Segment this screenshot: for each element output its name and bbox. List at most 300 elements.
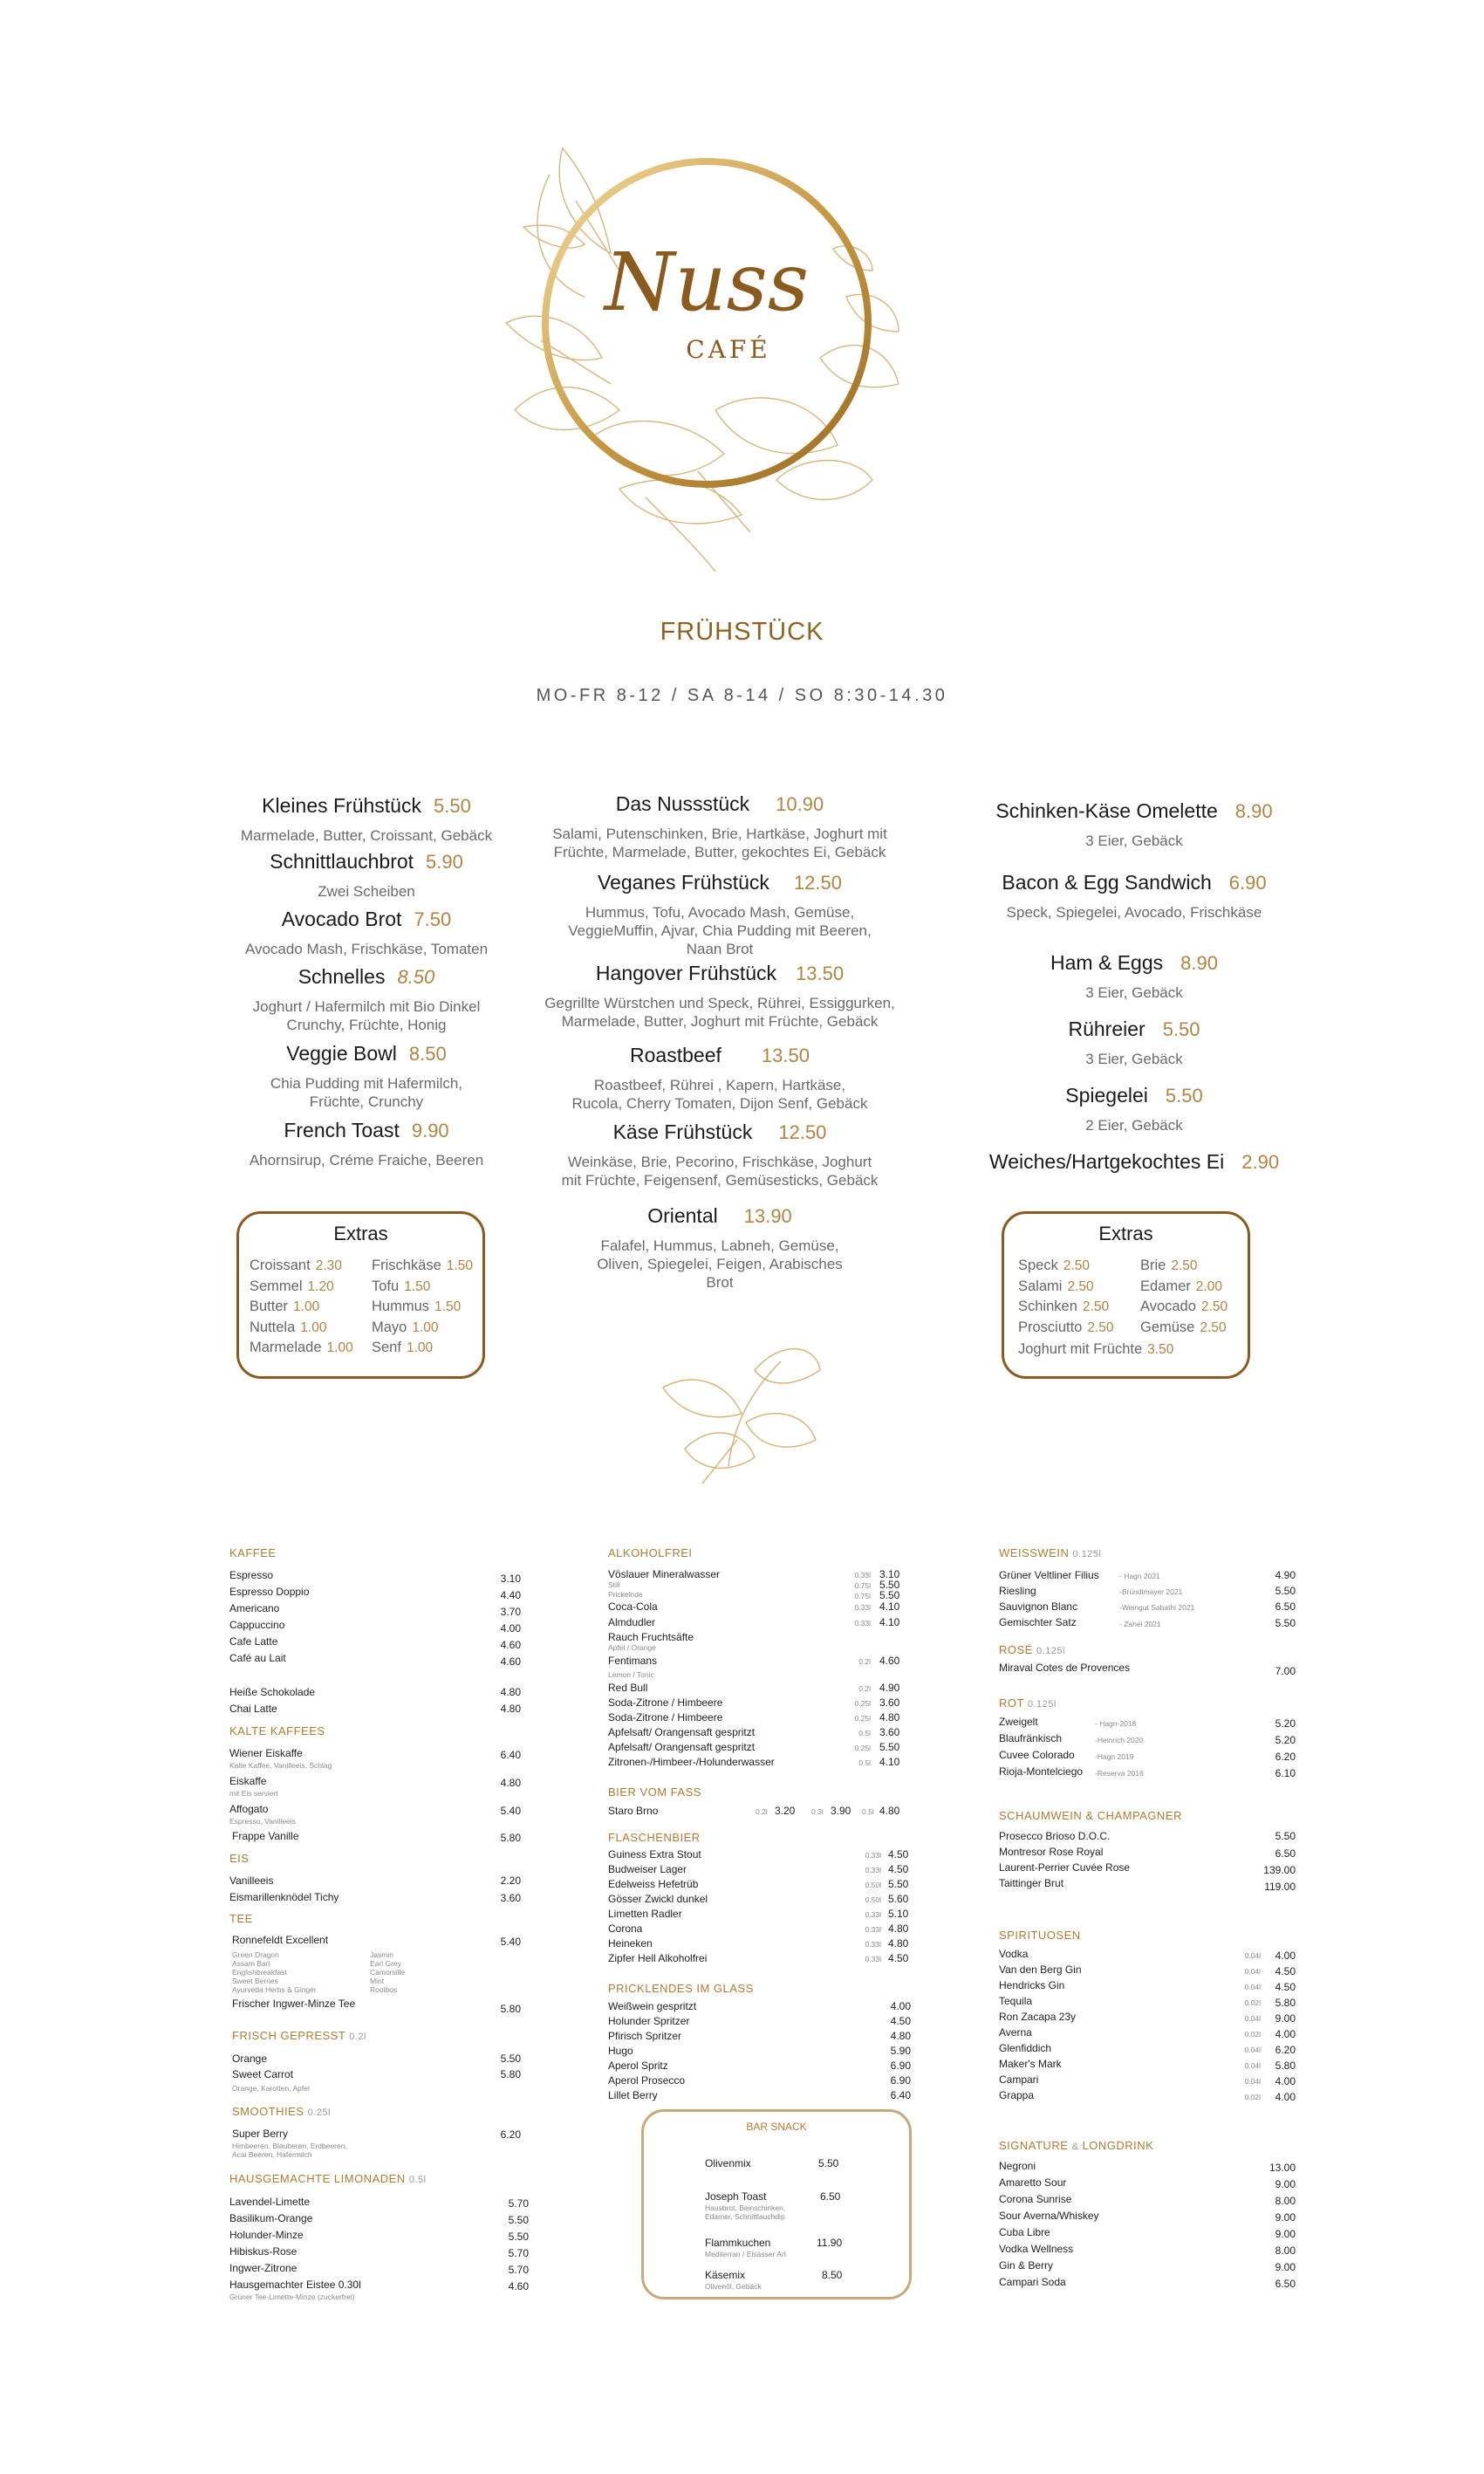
extras-box-right	[1002, 1211, 1250, 1379]
extras-item: Joghurt mit Früchte 3.50	[1018, 1341, 1174, 1357]
tea-variety: Earl Grey	[370, 1959, 401, 1968]
drink-price: 3.60	[500, 1892, 521, 1904]
drink-name: Holunder-Minze	[229, 2229, 304, 2241]
drink-price: 4.60	[508, 2280, 529, 2292]
drink-name: Soda-Zitrone / Himbeere	[608, 1696, 723, 1709]
drink-price: 6.50	[1275, 2278, 1296, 2290]
menu-item	[532, 1204, 907, 1292]
item-price: 5.90	[426, 851, 463, 873]
snack-price: 5.50	[818, 2157, 839, 2169]
drink-volume: 0.33l	[854, 1619, 871, 1628]
wine-producer: -Bründlmayer 2021	[1119, 1587, 1183, 1596]
drink-price: 5.70	[508, 2247, 529, 2259]
drink-price: 5.80	[500, 1832, 521, 1844]
section-title-eis: EIS	[229, 1852, 250, 1865]
drink-price: 3.10	[500, 1573, 521, 1585]
drink-price: 5.50	[879, 1589, 900, 1601]
drink-name: Ron Zacapa 23y	[999, 2011, 1077, 2023]
drink-price: 5.50	[879, 1741, 900, 1753]
bar-snack-title: BAR SNACK	[746, 2121, 807, 2133]
drink-price: 6.40	[890, 2089, 911, 2101]
item-price: 5.50	[1162, 1018, 1200, 1040]
extras-item: Speck 2.50	[1018, 1258, 1091, 1273]
drink-price: 4.50	[1275, 1965, 1296, 1977]
wine-producer: -Weingut Sabathi 2021	[1119, 1603, 1195, 1612]
item-description: Speck, Spiegelei, Avocado, Frischkäse	[1006, 904, 1262, 921]
extras-item: Brie 2.50	[1140, 1258, 1198, 1273]
drink-name: Hendricks Gin	[999, 1979, 1065, 1991]
extras-item: Salami 2.50	[1018, 1278, 1094, 1294]
drink-name: Hugo	[608, 2045, 633, 2057]
drink-volume: 0.33l	[865, 1925, 881, 1934]
drink-price: 9.00	[1275, 2012, 1296, 2025]
drink-volume: 0.5l	[862, 1807, 874, 1816]
drink-name: Prosecco Brioso D.O.C.	[999, 1830, 1111, 1842]
drink-price: 5.70	[508, 2264, 529, 2276]
drink-name: Budweiser Lager	[608, 1863, 687, 1875]
item-name: Oriental	[647, 1204, 718, 1227]
item-price: 8.50	[408, 1043, 447, 1065]
drink-price: 9.00	[1275, 2211, 1296, 2224]
drink-name: Cafe Latte	[229, 1635, 278, 1648]
drink-note: Kalte Kaffee, Vanilleeis, Schlag	[229, 1761, 332, 1770]
drink-price: 5.80	[1275, 2059, 1296, 2072]
drink-name: Rioja-Montelciego	[999, 1765, 1084, 1778]
item-name: Schnittlauchbrot	[270, 850, 414, 873]
drink-price: 2.20	[500, 1874, 521, 1887]
drink-name: Ingwer-Zitrone	[229, 2262, 297, 2274]
drink-price: 13.00	[1269, 2162, 1296, 2174]
menu-item	[532, 792, 907, 861]
drink-price: 5.20	[1275, 1734, 1296, 1746]
drink-price: 4.90	[879, 1682, 900, 1694]
item-description: Falafel, Hummus, Labneh, Gemüse, Oliven, Spiegelei, Feigen, Arabisches Brot	[597, 1237, 843, 1291]
extras-box-left	[236, 1211, 485, 1379]
extras-item: Frischkäse 1.50	[372, 1258, 473, 1273]
drink-name: Amaretto Sour	[999, 2176, 1067, 2189]
item-description: Joghurt / Hafermilch mit Bio Dinkel Crunchy, Früchte, Honig	[252, 998, 481, 1033]
extras-list	[372, 1256, 473, 1359]
drink-price: 3.70	[500, 1606, 521, 1618]
tea-variety: Camomille	[370, 1968, 406, 1977]
item-name: Schnelles	[297, 965, 386, 988]
drink-price: 9.00	[1275, 2228, 1296, 2240]
drink-name: Gösser Zwickl dunkel	[608, 1893, 708, 1905]
wine-producer: -Reserva 2016	[1095, 1769, 1144, 1778]
drink-price: 5.50	[500, 2053, 521, 2065]
drink-name: Ronnefeldt Excellent	[232, 1934, 329, 1946]
drink-name: Corona Sunrise	[999, 2193, 1072, 2205]
drink-name: Campari	[999, 2073, 1039, 2086]
bar-snack-box	[641, 2109, 912, 2299]
drink-name: Vanilleeis	[229, 1874, 274, 1887]
extras-item: Edamer 2.00	[1140, 1278, 1222, 1294]
section-title-rot: ROT 0.125l	[999, 1696, 1057, 1710]
drink-price: 6.50	[1275, 1847, 1296, 1860]
snack-price: 6.50	[820, 2190, 841, 2203]
menu-item	[973, 1018, 1296, 1068]
drink-name: Gemischter Satz	[999, 1616, 1077, 1628]
drink-name: Zweigelt	[999, 1716, 1038, 1728]
drink-name: Aperol Prosecco	[608, 2074, 686, 2087]
extras-item: Gemüse 2.50	[1140, 1319, 1227, 1335]
drink-price: 5.80	[500, 2003, 521, 2015]
drink-volume: 0.75l	[854, 1581, 871, 1590]
drink-note: Lemon / Tonic	[608, 1670, 654, 1679]
section-title-smoothies: SMOOTHIES 0.25l	[232, 2105, 331, 2118]
drink-price: 4.80	[890, 2030, 911, 2042]
drink-name: Edelweiss Hefetrüb	[608, 1878, 699, 1890]
item-price: 8.90	[1180, 952, 1218, 974]
drink-name: Orange	[232, 2053, 268, 2065]
item-description: Chia Pudding mit Hafermilch, Früchte, Crunchy	[270, 1075, 463, 1110]
drink-name: Café au Lait	[229, 1652, 286, 1664]
drink-price: 4.80	[888, 1922, 909, 1935]
drink-name: Hausgemachter Eistee 0.30l	[229, 2279, 361, 2291]
extras-item: Semmel 1.20	[250, 1278, 334, 1294]
tea-variety: Jasmin	[370, 1950, 393, 1959]
section-title-flaschenbier: FLASCHENBIER	[608, 1831, 701, 1844]
drink-name: Basilikum-Orange	[229, 2212, 313, 2224]
item-name: Veggie Bowl	[286, 1042, 397, 1065]
drink-note: Still	[608, 1580, 620, 1589]
drink-price: 6.20	[1275, 1751, 1296, 1763]
drink-price: 6.90	[890, 2059, 911, 2072]
drink-price: 6.40	[500, 1749, 521, 1761]
drink-note: Orange, Karotten, Apfel	[232, 2084, 310, 2093]
drink-price: 5.50	[1275, 1585, 1296, 1597]
extras-item: Schinken 2.50	[1018, 1299, 1110, 1314]
drink-price: 5.80	[500, 2068, 521, 2080]
menu-item	[955, 799, 1313, 850]
drink-price: 3.90	[831, 1805, 851, 1817]
item-description: Roastbeef, Rührei , Kapern, Hartkäse, Rucola, Cherry Tomaten, Dijon Senf, Gebäck	[571, 1077, 868, 1112]
item-name: Roastbeef	[630, 1044, 721, 1066]
leaf-ornament-icon	[650, 1335, 833, 1488]
item-description: Marmelade, Butter, Croissant, Gebäck	[240, 827, 493, 844]
extras-item: Avocado 2.50	[1140, 1299, 1228, 1314]
wine-producer: - Zahel 2021	[1119, 1620, 1161, 1628]
drink-note: mit Eis serviert	[229, 1789, 278, 1798]
drink-name: Apfelsaft/ Orangensaft gespritzt	[608, 1726, 756, 1738]
snack-name: Flammkuchen	[705, 2237, 771, 2249]
item-name: Rühreier	[1068, 1018, 1145, 1040]
drink-price: 4.60	[500, 1655, 521, 1668]
drink-price: 4.80	[888, 1937, 909, 1950]
item-price: 9.90	[411, 1120, 449, 1141]
drink-name: Cuvee Colorado	[999, 1749, 1075, 1761]
drink-name: Chai Latte	[229, 1703, 277, 1715]
extras-item: Croissant 2.30	[250, 1258, 342, 1273]
item-price: 5.50	[433, 795, 471, 817]
opening-hours: MO-FR 8-12 / SA 8-14 / SO 8:30-14.30	[536, 686, 948, 705]
item-description: Salami, Putenschinken, Brie, Hartkäse, Joghurt mit Früchte, Marmelade, Butter, gekochtes Ei, Gebäck	[552, 826, 887, 860]
drink-volume: 0.04l	[1244, 1983, 1261, 1991]
drink-volume: 0.33l	[865, 1851, 881, 1860]
item-price: 8.50	[397, 966, 435, 988]
tea-variety: Mint	[370, 1977, 385, 1985]
snack-name: Käsemix	[705, 2269, 746, 2281]
extras-title: Extras	[1098, 1223, 1153, 1244]
drink-name: Wiener Eiskaffe	[229, 1747, 303, 1759]
drink-volume: 0.2l	[858, 1684, 871, 1693]
extras-item: Hummus 1.50	[372, 1299, 462, 1314]
section-title-schaumwein: SCHAUMWEIN & CHAMPAGNER	[999, 1809, 1182, 1822]
wine-producer: -Hagn 2019	[1095, 1752, 1134, 1761]
item-description: 2 Eier, Gebäck	[1085, 1117, 1183, 1134]
drink-name: Eismarillenknödel Tichy	[229, 1891, 339, 1903]
section-title-bier-vom-fass: BIER VOM FASS	[608, 1785, 701, 1799]
page-title: FRÜHSTÜCK	[660, 618, 824, 646]
extras-item: Marmelade 1.00	[250, 1340, 353, 1355]
item-name: Spiegelei	[1065, 1084, 1148, 1107]
drink-price: 5.90	[890, 2045, 911, 2057]
drink-volume: 0.04l	[1244, 2046, 1261, 2054]
drink-volume: 0.04l	[1244, 1967, 1261, 1976]
tea-variety: Green Dragon	[232, 1950, 279, 1959]
drink-price: 4.60	[500, 1639, 521, 1651]
drink-name: Eiskaffe	[229, 1775, 267, 1787]
drink-price: 5.50	[508, 2231, 529, 2243]
item-price: 5.50	[1165, 1085, 1203, 1107]
drink-name: Staro Brno	[608, 1805, 659, 1817]
drink-name: Apfelsaft/ Orangensaft gespritzt	[608, 1741, 756, 1753]
drink-name: Van den Berg Gin	[999, 1963, 1082, 1976]
drink-volume: 0.04l	[1244, 2014, 1261, 2023]
menu-item	[532, 871, 907, 958]
item-price: 13.50	[796, 963, 845, 984]
drink-name: Affogato	[229, 1803, 269, 1815]
drink-name: Soda-Zitrone / Himbeere	[608, 1711, 723, 1724]
drink-volume: 0.5l	[858, 1729, 871, 1737]
drink-price: 4.00	[1275, 2075, 1296, 2087]
drink-volume: 0.04l	[1244, 1951, 1261, 1960]
item-name: French Toast	[284, 1119, 400, 1141]
menu-item	[209, 1042, 523, 1111]
drink-price: 4.50	[888, 1863, 909, 1875]
drink-price: 6.50	[1275, 1600, 1296, 1613]
drink-name: Vöslauer Mineralwasser	[608, 1568, 721, 1580]
drink-price: 5.60	[888, 1893, 909, 1905]
section-title-kalte-kaffees: KALTE KAFFEES	[229, 1724, 325, 1737]
extras-item: Tofu 1.50	[372, 1278, 431, 1294]
drink-price: 4.10	[879, 1616, 900, 1628]
drink-name: Aperol Spritz	[608, 2059, 668, 2072]
tea-variety: Rooibos	[370, 1985, 398, 1994]
drink-price: 4.80	[879, 1711, 900, 1724]
drink-volume: 0.33l	[865, 1910, 881, 1919]
drink-volume: 0.2l	[756, 1807, 768, 1816]
drink-price: 3.20	[775, 1805, 796, 1817]
drink-name: Blaufränkisch	[999, 1732, 1063, 1744]
drink-name: Grappa	[999, 2089, 1035, 2101]
item-description: Weinkäse, Brie, Pecorino, Frischkäse, Joghurt mit Früchte, Feigensenf, Gemüsesticks, Gebäck	[561, 1154, 879, 1189]
drink-note: Prickelnde	[608, 1590, 643, 1599]
drink-name: Miraval Cotes de Provences	[999, 1662, 1131, 1674]
drink-price: 5.40	[500, 1805, 521, 1817]
drink-price: 6.20	[1275, 2044, 1296, 2056]
drink-name: Negroni	[999, 2160, 1036, 2172]
drink-name: Pfirisch Spritzer	[608, 2030, 682, 2042]
drink-price: 4.80	[500, 1703, 521, 1715]
drink-name: Tequila	[999, 1995, 1033, 2007]
cafe-logo	[489, 122, 907, 576]
extras-item: Mayo 1.00	[372, 1319, 439, 1335]
menu-item	[973, 871, 1296, 922]
drink-price: 5.70	[508, 2197, 529, 2210]
drink-price: 5.50	[888, 1878, 909, 1890]
drink-volume: 0.04l	[1244, 2077, 1261, 2086]
menu-item	[973, 951, 1296, 1002]
drink-price: 4.50	[1275, 1981, 1296, 1993]
item-price: 13.90	[743, 1205, 792, 1227]
drink-price: 4.80	[500, 1686, 521, 1698]
item-price: 6.90	[1228, 872, 1267, 894]
drink-name: Zipfer Hell Alkoholfrei	[608, 1952, 708, 1964]
drink-name: Red Bull	[608, 1682, 648, 1694]
drink-name: Super Berry	[232, 2128, 289, 2140]
section-title-spirituosen: SPIRITUOSEN	[999, 1929, 1081, 1942]
menu-item	[209, 965, 523, 1034]
menu-item	[532, 1120, 907, 1189]
drink-price: 4.50	[888, 1848, 909, 1861]
drink-price: 9.00	[1275, 2261, 1296, 2273]
drink-price: 3.60	[879, 1726, 900, 1738]
drink-price: 4.90	[1275, 1569, 1296, 1581]
menu-item	[209, 794, 523, 845]
drink-volume: 0.50l	[865, 1895, 881, 1904]
drink-price: 3.10	[879, 1568, 900, 1580]
drink-price: 4.00	[890, 2000, 911, 2012]
item-name: Kleines Frühstück	[262, 794, 421, 817]
drink-volume: 0.33l	[865, 1940, 881, 1949]
drink-name: Averna	[999, 2026, 1032, 2039]
tea-variety: Englishbreakfast	[232, 1968, 287, 1977]
drink-price: 5.50	[879, 1579, 900, 1591]
menu-item	[532, 1044, 907, 1113]
drink-price: 5.50	[1275, 1830, 1296, 1842]
snack-note: Mediterran / Elsässer Art	[705, 2250, 787, 2258]
item-name: Schinken-Käse Omelette	[995, 799, 1218, 822]
drink-name: Weißwein gespritzt	[608, 2000, 697, 2012]
item-price: 8.90	[1234, 800, 1273, 822]
drink-volume: 0.25l	[854, 1699, 871, 1708]
drink-name: Vodka Wellness	[999, 2243, 1074, 2255]
extras-list	[250, 1256, 353, 1359]
drink-volume: 0.2l	[858, 1657, 871, 1666]
drink-volume: 0.33l	[854, 1603, 871, 1612]
drink-name: Fentimans	[608, 1655, 658, 1667]
drink-name: Sour Averna/Whiskey	[999, 2210, 1099, 2222]
drink-price: 6.90	[890, 2074, 911, 2087]
drink-price: 6.10	[1275, 1767, 1296, 1779]
drink-note: Grüner Tee-Limette-Minze (zuckerfrei)	[229, 2292, 355, 2301]
drink-volume: 0.33l	[854, 1571, 871, 1580]
drink-name: Laurent-Perrier Cuvée Rose	[999, 1861, 1131, 1874]
drink-price: 5.80	[1275, 1997, 1296, 2009]
drink-price: 139.00	[1263, 1864, 1296, 1876]
drink-name: Riesling	[999, 1585, 1036, 1597]
extras-item: Prosciutto 2.50	[1018, 1319, 1114, 1335]
drink-price: 5.20	[1275, 1717, 1296, 1730]
drink-volume: 0.50l	[865, 1881, 881, 1889]
drink-price: 9.00	[1275, 2178, 1296, 2190]
item-description: 3 Eier, Gebäck	[1085, 984, 1183, 1001]
extras-item: Senf 1.00	[372, 1340, 434, 1355]
drink-name: Sweet Carrot	[232, 2068, 294, 2080]
drink-volume: 0.02l	[1244, 2030, 1261, 2039]
item-description: Ahornsirup, Créme Fraiche, Beeren	[249, 1152, 484, 1168]
drink-price: 4.00	[1275, 2091, 1296, 2103]
drink-note: Espresso, Vanilleeis	[229, 1817, 296, 1826]
drink-volume: 0.25l	[854, 1714, 871, 1723]
drink-note: Himbeeren, Blauberen, Erdbeeren, Acai Beeren, Hafermilch	[232, 2142, 347, 2159]
snack-note: Hausbrot, Beinschinken, Edamer, Schnittlauchdip	[705, 2203, 786, 2221]
drink-price: 4.50	[890, 2015, 911, 2027]
drink-name: Corona	[608, 1922, 643, 1935]
section-title-signature: SIGNATURE & LONGDRINK	[999, 2139, 1154, 2152]
menu-item	[973, 1084, 1296, 1134]
drink-price: 4.00	[1275, 1950, 1296, 1962]
drink-volume: 0.02l	[1244, 2093, 1261, 2101]
item-name: Veganes Frühstück	[598, 871, 769, 894]
drink-name: Cuba Libre	[999, 2226, 1050, 2238]
drink-name: Frischer Ingwer-Minze Tee	[232, 1998, 356, 2010]
wine-producer: - Hagn-2018	[1095, 1719, 1137, 1728]
drink-name: Guiness Extra Stout	[608, 1848, 701, 1861]
drink-name: Rauch Fruchtsäfte	[608, 1631, 694, 1643]
snack-note: Olivenöl, Gebäck	[705, 2282, 762, 2291]
drink-name: Frappe Vanille	[232, 1830, 299, 1842]
drink-note: Apfel / Orange	[608, 1643, 656, 1652]
snack-name: Olivenmix	[705, 2157, 751, 2169]
drink-volume: 0.33l	[865, 1955, 881, 1963]
drink-price: 6.20	[500, 2128, 521, 2141]
menu-item	[955, 1150, 1313, 1174]
drink-price: 4.80	[500, 1777, 521, 1789]
item-description: Hummus, Tofu, Avocado Mash, Gemüse, VeggieMuffin, Ajvar, Chia Pudding mit Beeren, Naan Brot	[568, 904, 872, 957]
snack-price: 11.90	[817, 2237, 843, 2249]
drink-price: 3.60	[879, 1696, 900, 1709]
item-price: 12.50	[793, 872, 842, 894]
wine-producer: - Hagn 2021	[1119, 1572, 1160, 1580]
wine-producer: -Heinrich 2020	[1095, 1736, 1144, 1744]
drink-volume: 0.02l	[1244, 1998, 1261, 2007]
drink-name: Cappuccino	[229, 1619, 285, 1631]
section-title-frisch-gepresst: FRISCH GEPRESST 0.2l	[232, 2029, 366, 2042]
section-title-tee: TEE	[229, 1912, 253, 1925]
item-name: Hangover Frühstück	[595, 962, 777, 984]
drink-name: Hibiskus-Rose	[229, 2245, 297, 2258]
drink-name: Montresor Rose Royal	[999, 1846, 1104, 1858]
section-title-weisswein: WEISSWEIN 0.125l	[999, 1546, 1102, 1559]
item-price: 7.50	[414, 908, 452, 930]
drink-price: 4.50	[888, 1952, 909, 1964]
drink-name: Maker's Mark	[999, 2058, 1062, 2070]
drink-price: 4.10	[879, 1600, 900, 1613]
menu-item	[209, 1119, 523, 1169]
drink-volume: 0.3l	[811, 1807, 824, 1816]
section-title-limonaden: HAUSGEMACHTE LIMONADEN 0.5l	[229, 2172, 427, 2185]
drink-price: 5.50	[1275, 1617, 1296, 1629]
drink-price: 4.40	[500, 1589, 521, 1601]
item-description: 3 Eier, Gebäck	[1085, 1051, 1183, 1067]
extras-title: Extras	[333, 1223, 388, 1244]
drink-name: Espresso	[229, 1569, 274, 1581]
drink-volume: 0.5l	[858, 1758, 871, 1767]
item-description: 3 Eier, Gebäck	[1085, 833, 1183, 849]
extras-list	[1140, 1256, 1228, 1338]
